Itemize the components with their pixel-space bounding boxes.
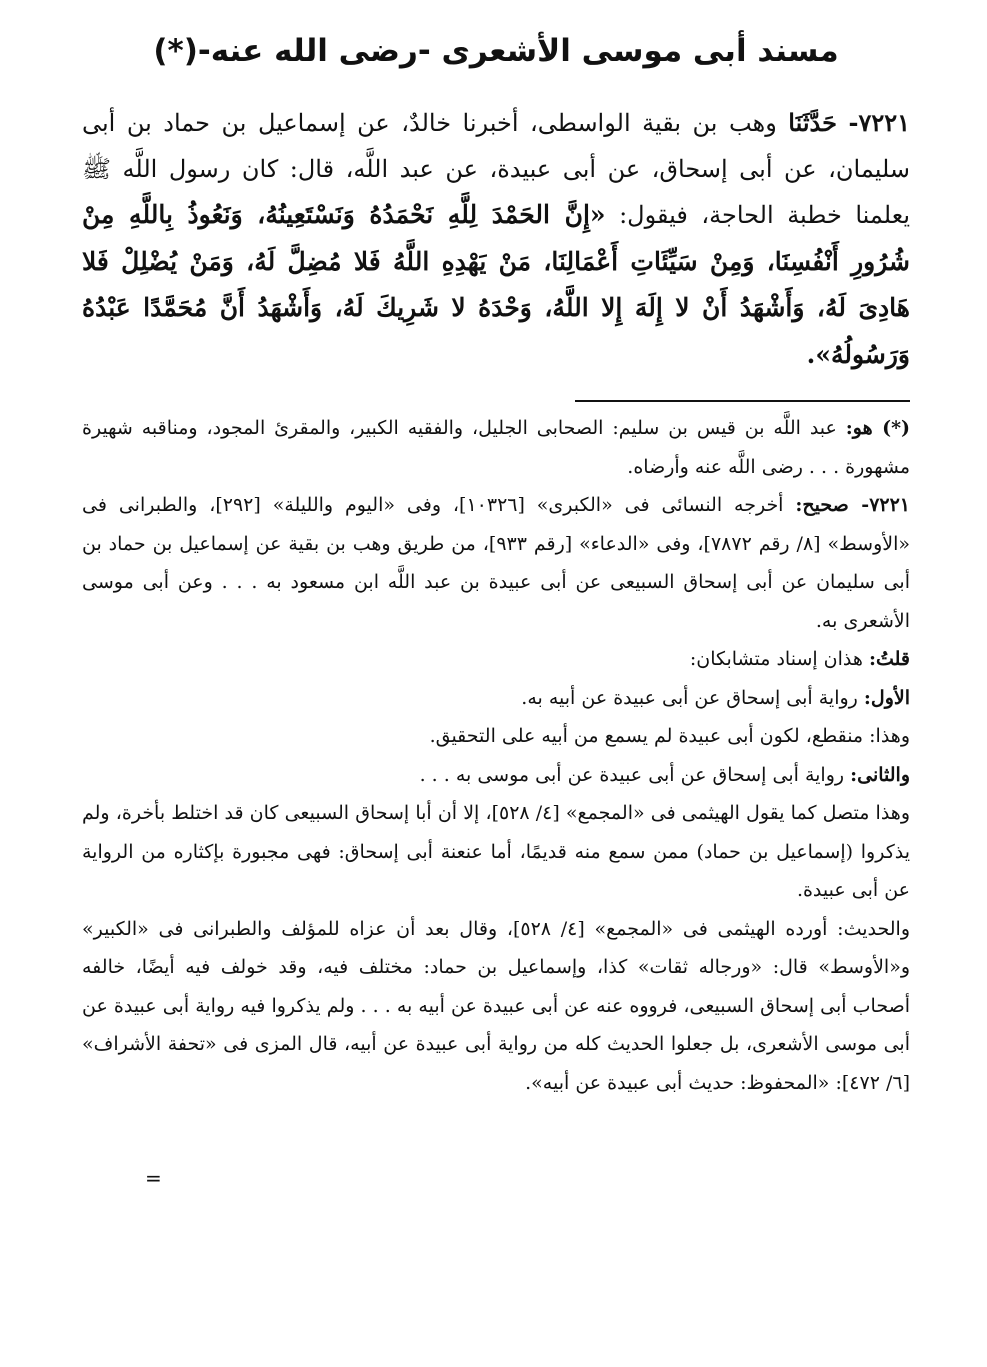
footnote-star-text: عبد اللَّه بن قيس بن سليم: الصحابى الجليل، والفقيه الكبير، والمقرئ المجود، ومناقبه شهيرة مشهورة . . . رضى اللَّه عنه وأرضاه.	[82, 417, 910, 478]
page-title: مسند أبى موسى الأشعرى -رضى الله عنه-(*)	[153, 33, 839, 69]
footnote-first-text: رواية أبى إسحاق عن أبى عبيدة عن أبيه به.	[521, 686, 864, 709]
hadith-number: ٧٢٢١-	[848, 108, 910, 137]
footnote-qultu-label: قلتُ:	[868, 648, 910, 670]
footnote-second-label: والثانى:	[850, 763, 910, 786]
footnote-separator	[575, 400, 910, 402]
footnote-takhrij	[82, 486, 910, 640]
footnote-takhrij-label: ٧٢٢١- صحيح:	[795, 494, 911, 516]
hadith-haddathana: حَدَّثَنَا	[788, 108, 837, 137]
continuation-mark: =	[145, 1166, 162, 1190]
footnote-qultu	[82, 640, 910, 679]
hadith-matn: «إِنَّ الحَمْدَ لِلَّهِ نَحْمَدُهُ وَنَسْتَعِينُهُ، وَنَعُوذُ بِاللَّهِ مِنْ شُرُورِ أَنْفُسِنَا، وَمِنْ سَيِّئَاتِ أَعْمَالِنَا، مَنْ يَهْدِهِ اللَّهُ فَلا مُضِلَّ لَهُ، وَمَنْ يُضْلِلْ فَلا هَادِىَ لَهُ، وَأَشْهَدُ أَنْ لا إِلَهَ إِلا اللَّهُ، وَحْدَهُ لا شَرِيكَ لَهُ، وَأَشْهَدُ أَنَّ مُحَمَّدًا عَبْدُهُ وَرَسُولُهُ».	[82, 200, 910, 369]
footnote-qultu-text: هذان إسناد متشابكان:	[689, 648, 869, 670]
footnote-takhrij-text: أخرجه النسائى فى «الكبرى» [١٠٣٢٦]، وفى «اليوم والليلة» [٢٩٢]، والطبرانى فى «الأوسط» [٨/ رقم ٧٨٧٢]، وفى «الدعاء» [رقم ٩٣٣]، من طريق وهب بن بقية عن إسماعيل بن حماد بن أبى سليمان عن أبى إسحاق السبيعى عن أبى عبيدة بن عبد اللَّه ابن مسعود به . . . وعن أبى موسى الأشعرى به.	[82, 494, 910, 632]
footnote-star-label: (*) هو:	[845, 417, 910, 439]
hadith-isnad: وهب بن بقية الواسطى، أخبرنا خالدٌ، عن إسماعيل بن حماد بن أبى سليمان، عن أبى إسحاق، عن أبى عبيدة، عن عبد اللَّه، قال: كان رسول اللَّه ﷺ يعلمنا خطبة الحاجة، فيقول:	[82, 109, 910, 229]
footnote-second-text: رواية أبى إسحاق عن أبى عبيدة عن أبى موسى به . . .	[419, 763, 851, 786]
footnote-star	[82, 409, 910, 486]
footnote-first-comment: وهذا: منقطع، لكون أبى عبيدة لم يسمع من أبيه على التحقيق.	[429, 725, 910, 747]
page	[82, 26, 910, 1102]
footnote-second	[82, 756, 910, 795]
footnotes	[82, 409, 910, 1102]
hadith-text	[82, 100, 910, 378]
footnote-first-label: الأول:	[863, 686, 910, 709]
footnote-first	[82, 679, 910, 718]
footnote-second-comment: وهذا متصل كما يقول الهيثمى فى «المجمع» [٤/ ٥٢٨]، إلا أن أبا إسحاق السبيعى كان قد اختلط بأخرة، ولم يذكروا (إسماعيل بن حماد) ممن سمع منه قديمًا، أما عنعنة أبى إسحاق: فهى مجبورة بإكثاره من الرواية عن أبى عبيدة.	[82, 802, 910, 901]
footnote-hadith-comment: والحديث: أورده الهيثمى فى «المجمع» [٤/ ٥٢٨]، وقال بعد أن عزاه للمؤلف والطبرانى فى «الكبير» و«الأوسط» قال: «ورجاله ثقات» كذا، وإسماعيل بن حماد: مختلف فيه، وقد خولف فيه أيضًا، خالفه أصحاب أبى إسحاق السبيعى، فرووه عنه عن أبى عبيدة عن أبيه به . . . ولم يذكروا فيه رواية أبى عبيدة عن أبى موسى الأشعرى، بل جعلوا الحديث كله من رواية أبى عبيدة عن أبيه، قال المزى فى «تحفة الأشراف» [٦/ ٤٧٢]: «المحفوظ: حديث أبى عبيدة عن أبيه».	[82, 917, 910, 1094]
